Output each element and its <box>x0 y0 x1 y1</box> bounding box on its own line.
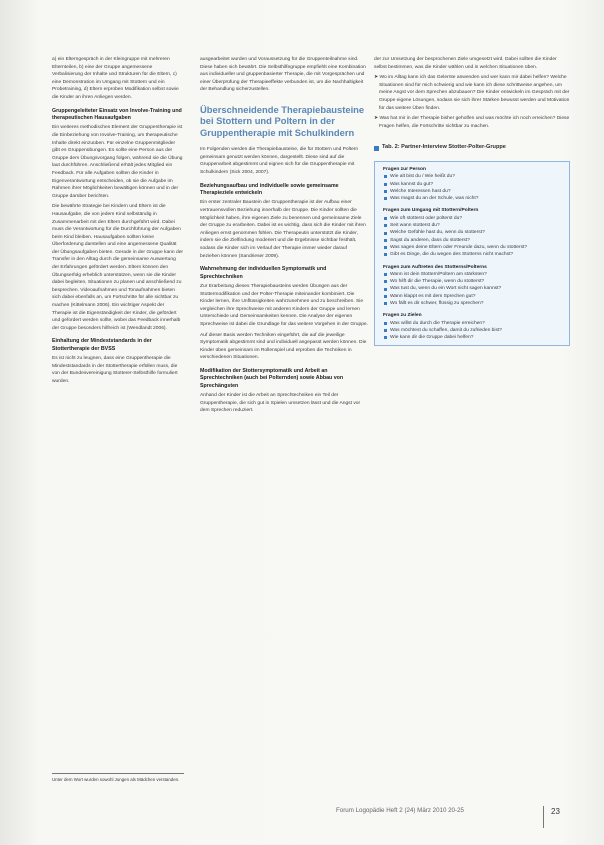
list-item: Was magst du an der Schule, was nicht? <box>383 195 565 202</box>
paragraph-text: Was hat mir in der Therapie bisher geholfen und was möchte ich noch erreichen? Diese Fragen helfen, die Fortschritte sichtbar zu machen. <box>379 116 570 129</box>
list-item: Gibt es Dinge, die du wegen des Stotterns nicht machst? <box>383 251 565 258</box>
section-title: Überschneidende Therapiebausteine bei Stottern und Poltern in der Gruppentherapie mit Schulkindern <box>200 103 365 138</box>
table-caption <box>374 144 570 152</box>
list-item: Welche Interessen hast du? <box>383 188 565 195</box>
list-item: Was möchtest du schaffen, damit du zufrieden bist? <box>383 327 565 334</box>
paragraph: Zur Erarbeitung dieses Therapiebausteins werden Übungen aus der Stottermodifikation und der Polter-Therapie miteinander kombiniert. Die Kinder lernen, ihre Unflüssigkeiten wahrzunehmen und zu beschreiben. Sie vergleichen ihre Sprechweise mit anderen Kindern der Gruppe und lernen Unterschiede und Gemeinsamkeiten kennen. Die Analyse der eigenen Sprechweise ist dabei die Grundlage für das weitere Vorgehen in der Gruppe. <box>200 283 369 327</box>
paragraph: Die bewährte Strategie bei Kindern und Eltern ist die Hausaufgabe, die von jedem Kind selbständig in Zusammenarbeit mit den Eltern durchgeführt wird. Dabei muss die Verantwortung für die Durchführung der Aufgaben beim Kind bleiben. Hausaufgaben sollten keine Überforderung darstellen und eine angemessene Qualität der Übungsaufgaben bieten. Gerade in der Gruppe kann der Transfer in den Alltag durch die gemeinsame Auswertung der Erfahrungen gefördert werden. Eltern können den Übungserfolg erheblich unterstützen, wenn sie die Kinder dabei begleiten, Situationen zu planen und anschließend zu besprechen. Videoaufnahmen und Tonaufnahmen bieten sich dabei ebenfalls an, um Fortschritte für alle sichtbar zu machen (Kittelmann 2006). Ein wichtiger Aspekt der Therapie ist die Eigenständigkeit der Kinder, die gefördert und gefordert werden sollte, wobei das Feedback innerhalb der Gruppe besonders hilfreich ist (Wendlandt 2006). <box>52 204 184 331</box>
list-item: Was willst du durch die Therapie erreichen? <box>383 320 565 327</box>
interview-table <box>374 161 570 347</box>
subheading: Modifikation der Stottersymptomatik und Arbeit an Sprechtechniken (auch bei Polternden) sowie Abbau von Sprechängsten <box>200 367 344 389</box>
subheading: Wahrnehmung der individuellen Symptomatik und Sprechtechniken <box>200 266 327 280</box>
paragraph: der zur Umsetzung der besprochenen Ziele umgesetzt wird. Dabei sollten die Kinder selbst bestimmen, was die Kinder wählen und in welchen Situationen üben. <box>374 57 557 70</box>
square-bullet-icon <box>374 146 379 151</box>
list-item: Was tust du, wenn du ein Wort nicht sagen kannst? <box>383 285 565 292</box>
arrow-paragraph: ➤ Was hat mir in der Therapie bisher geholfen und was möchte ich noch erreichen? Diese Fragen helfen, die Fortschritte sichtbar zu machen. <box>374 116 570 129</box>
subheading: Gruppengeleiteter Einsatz von Involve-Training und therapeutischen Hausaufgaben <box>52 107 182 121</box>
paragraph: a) ein Elterngespräch in der Kleingruppe mit mehreren Elternteilen, b) eine der Gruppe angemessene Verbalisierung der Inhalte und Strukturen für die Eltern, c) eine Demonstration im Umgang mit Stottern und ein Probetraining, d) Eltern erproben Modifikation selbst sowie die Kinder an ihren Anliegen werden. <box>52 57 179 100</box>
question-group-title: Fragen zur Person <box>383 166 426 172</box>
footnote: Unter dem Wort wurden sowohl Jungen als Mädchen verstanden. <box>52 773 184 783</box>
question-group-title: Fragen zum Umgang mit Stottern/Poltern <box>383 208 479 214</box>
column-middle <box>200 56 368 418</box>
subheading: Beziehungsaufbau und individuelle sowie gemeinsame Therapieziele entwickeln <box>200 182 339 196</box>
column-left <box>52 56 184 389</box>
paragraph: Es ist nicht zu leugnen, dass eine Gruppentherapie die Mindeststandards in der Stottertherapie erfüllen muss, die von der Bundesvereinigung Stotterer-Selbsthilfe formuliert wurden. <box>52 356 178 384</box>
list-item: Wann ist dein Stottern/Poltern am stärksten? <box>383 271 565 278</box>
question-group-title: Fragen zu Zielen <box>383 313 422 319</box>
list-item: Was sagen deine Eltern oder Freunde dazu, wenn du stotterst? <box>383 244 565 251</box>
footer-divider <box>543 806 544 828</box>
list-item: Seit wann stotterst du? <box>383 222 565 229</box>
list-item: Was kannst du gut? <box>383 181 565 188</box>
paragraph: Ein weiteres methodisches Element der Gruppentherapie ist die Einbeziehung von Involve-Training, um therapeutische Inhalte direkt einzuüben. Für einzelne Gruppenmitglieder gibt es Gruppenübungen. Es sollte eine Person aus der Gruppe dem Übungsvorgang folgen, während sie die Übung laut durchführen. Anschließend erhält jedes Mitglied ein Feedback. Für alle Aufgaben sollten die Kinder in Eigenverantwortung entscheiden, ob sie die Aufgabe im Rahmen ihrer Möglichkeiten bewältigen können und in der Gruppe darüber berichten. <box>52 125 183 199</box>
list-item: Wie alt bist du / Wie heißt du? <box>383 173 565 180</box>
list-item: Sagst du anderen, dass du stotterst? <box>383 237 565 244</box>
question-group-title: Fragen zum Auftreten des Stotterns/Polterns <box>383 264 487 270</box>
list-item: Wann klappt es mit dem Sprechen gut? <box>383 293 565 300</box>
list-item: Welche Gefühle hast du, wenn du stotterst? <box>383 229 565 236</box>
paragraph: Auf dieser Basis werden Techniken eingeführt, die auf die jeweilige Symptomatik abgestimmt sind und individuell angepasst werden können. Die Kinder üben gemeinsam im Rollenspiel und erproben die Techniken in verschiedenen Situationen. <box>200 332 367 361</box>
column-right <box>374 56 570 346</box>
paragraph-text: Wo im Alltag kann ich das Gelernte anwenden und wer kann mir dabei helfen? Welche Situationen sind für mich schwierig und wie kann ich diese schrittweise angehen, um meine Angst vor dem Sprechen abzubauen? Die Kinder entwickeln im Gespräch mit der Gruppe eigene Lösungen, sodass sie sich ihrer Stärken bewusst werden und Motivation für das weitere Üben finden. <box>379 75 570 111</box>
list-item: Wie kann dir die Gruppe dabei helfen? <box>383 334 565 341</box>
paragraph: ausgearbeitet wurden und Voraussetzung für die Gruppenteilnahme sind. Diese haben sich bewährt. Die Selbsthilfegruppe empfiehlt eine Kombination aus individueller und gruppenbasierter Therapie, die mit Vorgesprächen und einer Überprüfung der Therapieeffekte verbunden ist, um die Nachhaltigkeit der Behandlung sicherzustellen. <box>200 57 366 93</box>
arrow-paragraph: ➤ Wo im Alltag kann ich das Gelernte anwenden und wer kann mir dabei helfen? Welche Situationen sind für mich schwierig und wie kann ich diese schrittweise angehen, um meine Angst vor dem Sprechen abzubauen? Die Kinder entwickeln im Gespräch mit der Gruppe eigene Lösungen, sodass sie sich ihrer Stärken bewusst werden und Motivation für das weitere Üben finden. <box>374 75 570 111</box>
list-item: Wo fällt es dir schwer, flüssig zu sprechen? <box>383 300 565 307</box>
journal-footer: Forum Logopädie Heft 2 (24) März 2010 20-25 <box>336 807 464 814</box>
subheading: Einhaltung der Mindeststandards in der Stottertherapie der BVSS <box>52 338 152 352</box>
table-caption-text: Tab. 2: Partner-Interview Stotter-Polter-Gruppe <box>382 144 506 151</box>
page-number: 23 <box>551 807 560 816</box>
list-item: Wie oft stotterst oder polterst du? <box>383 215 565 222</box>
paragraph: Ein erster zentraler Baustein der Gruppentherapie ist der Aufbau einer vertrauensvollen Beziehung innerhalb der Gruppe. Die Kinder sollten die Möglichkeit haben, ihre eigenen Ziele zu benennen und gemeinsame Ziele der Gruppe zu erarbeiten. Dabei ist es wichtig, dass sich die Kinder mit ihren Anliegen ernst genommen fühlen. Die Therapeutin unterstützt die Kinder, indem sie die Zielfindung moderiert und die Ergebnisse sichtbar festhält, sodass die Kinder sich im Verlauf der Therapie immer wieder darauf beziehen können (Sandrieser 2009). <box>200 200 366 259</box>
list-item: Wo hilft dir die Therapie, wenn du stotterst? <box>383 278 565 285</box>
paragraph: Im Folgenden werden die Therapiebausteine, die für Stottern und Poltern gemeinsam genutzt werden können, dargestellt. Diese sind auf die Gruppenarbeit abgestimmt und eignen sich für die Gruppentherapie mit Schulkindern (Sick 2004, 2007). <box>200 147 359 175</box>
paragraph: Anhand der Kinder ist die Arbeit an Sprechtechniken ein Teil der Gruppentherapie, die sich gut in Spielen umsetzen lässt und die Angst vor dem Sprechen reduziert. <box>200 393 361 414</box>
